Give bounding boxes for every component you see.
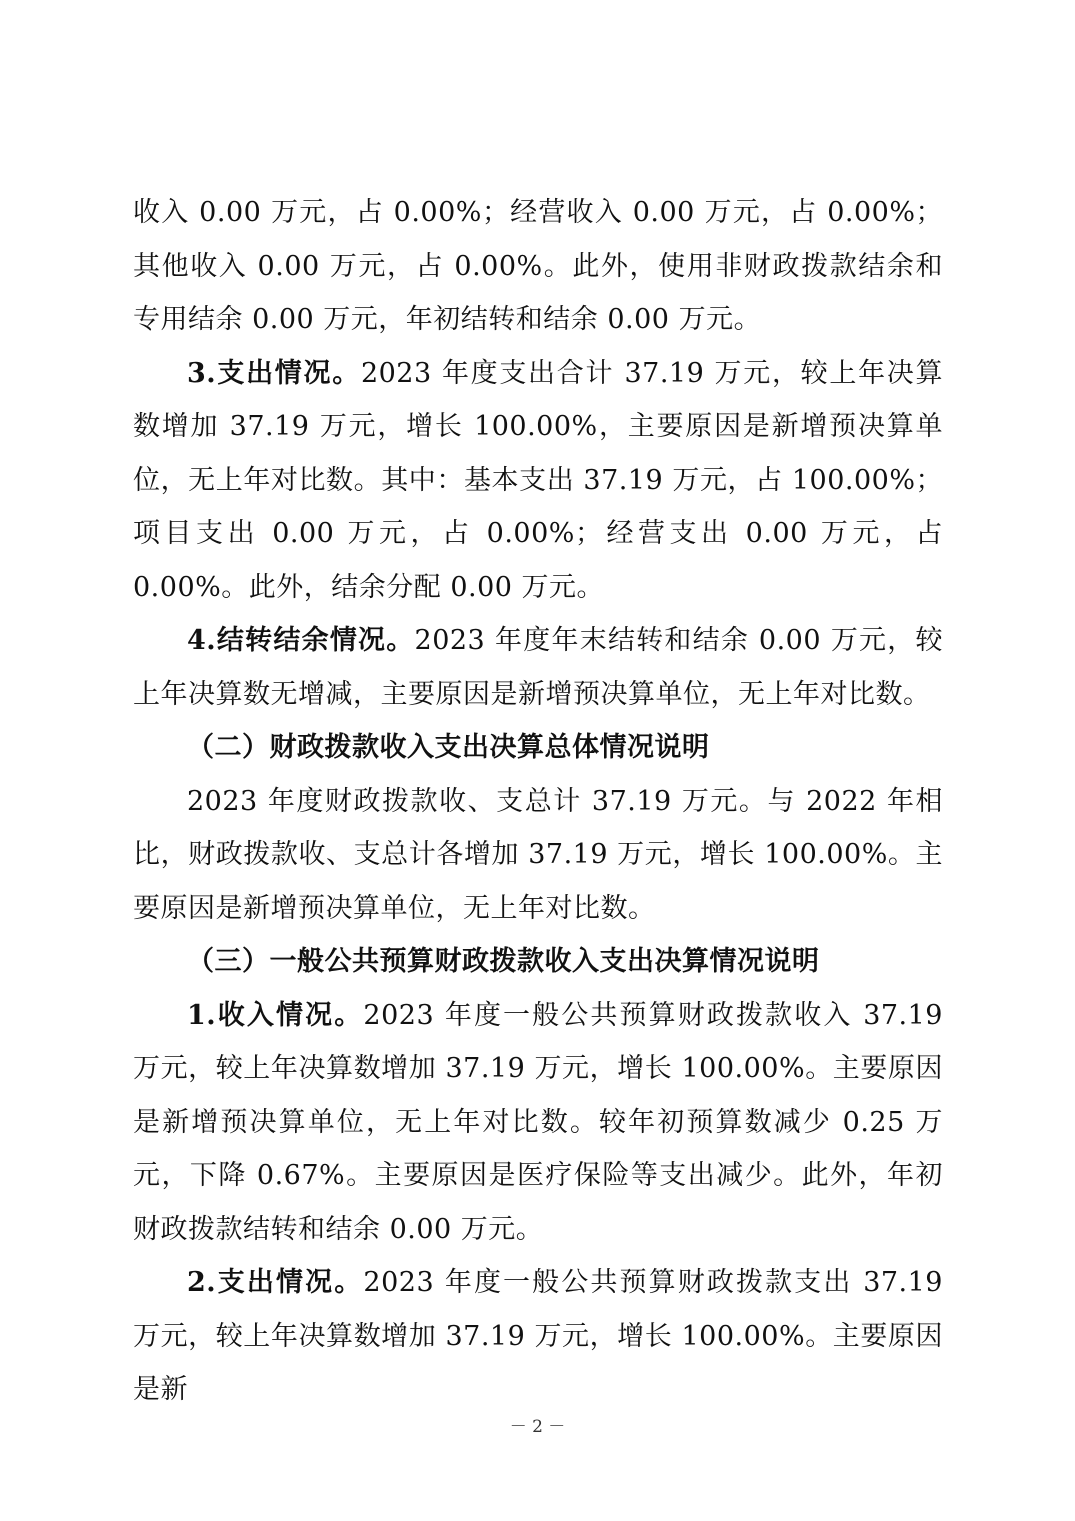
paragraph-expenditure <box>133 347 943 615</box>
paragraph-fiscal-overall <box>133 775 943 936</box>
paragraph-text: 2023 年度财政拨款收、支总计 37.19 万元。与 2022 年相比，财政拨款收、支总计各增加 37.19 万元，增长 100.00%。主要原因是新增预决算单位，无上年对比数。 <box>133 785 943 924</box>
paragraph-lead: 3.支出情况。 <box>187 357 361 389</box>
paragraph-lead: 4.结转结余情况。 <box>187 625 415 656</box>
paragraph-text: 2023 年度一般公共预算财政拨款收入 37.19 万元，较上年决算数增加 37.19 万元，增长 100.00%。主要原因是新增预决算单位，无上年对比数。较年初预算数减少 0.25 万元，下降 0.67%。主要原因是医疗保险等支出减少。此外，年初财政拨款结转和结余 0.00 万元。 <box>133 999 943 1245</box>
paragraph-lead: 1.收入情况。 <box>187 999 364 1031</box>
paragraph-general-budget-expenditure <box>133 1256 943 1417</box>
paragraph-income-tail <box>133 186 943 347</box>
paragraph-text: 2023 年度年末结转和结余 0.00 万元，较上年决算数无增减，主要原因是新增预决算单位，无上年对比数。 <box>133 625 944 710</box>
page-number: － 2 － <box>509 1417 566 1437</box>
paragraph-text: 2023 年度一般公共预算财政拨款支出 37.19 万元，较上年决算数增加 37.19 万元，增长 100.00%。主要原因是新 <box>133 1267 943 1405</box>
paragraph-text: 收入 0.00 万元，占 0.00%；经营收入 0.00 万元，占 0.00%；其他收入 0.00 万元，占 0.00%。此外，使用非财政拨款结余和专用结余 0.00 万元，年初结转和结余 0.00 万元。 <box>133 197 943 335</box>
paragraph-text: 2023 年度支出合计 37.19 万元，较上年决算数增加 37.19 万元，增长 100.00%，主要原因是新增预决算单位，无上年对比数。其中：基本支出 37.19 万元，占 100.00%；项目支出 0.00 万元，占 0.00%；经营支出 0.00 万元，占 0.00%。此外，结余分配 0.00 万元。 <box>133 357 943 603</box>
section-heading-fiscal-overall: （二）财政拨款收入支出决算总体情况说明 <box>187 732 710 763</box>
document-body <box>133 186 943 1417</box>
paragraph-carryover <box>133 614 943 721</box>
section-heading-general-budget: （三）一般公共预算财政拨款收入支出决算情况说明 <box>187 946 820 977</box>
paragraph-lead: 2.支出情况。 <box>187 1267 364 1298</box>
paragraph-general-budget-income <box>133 989 943 1257</box>
